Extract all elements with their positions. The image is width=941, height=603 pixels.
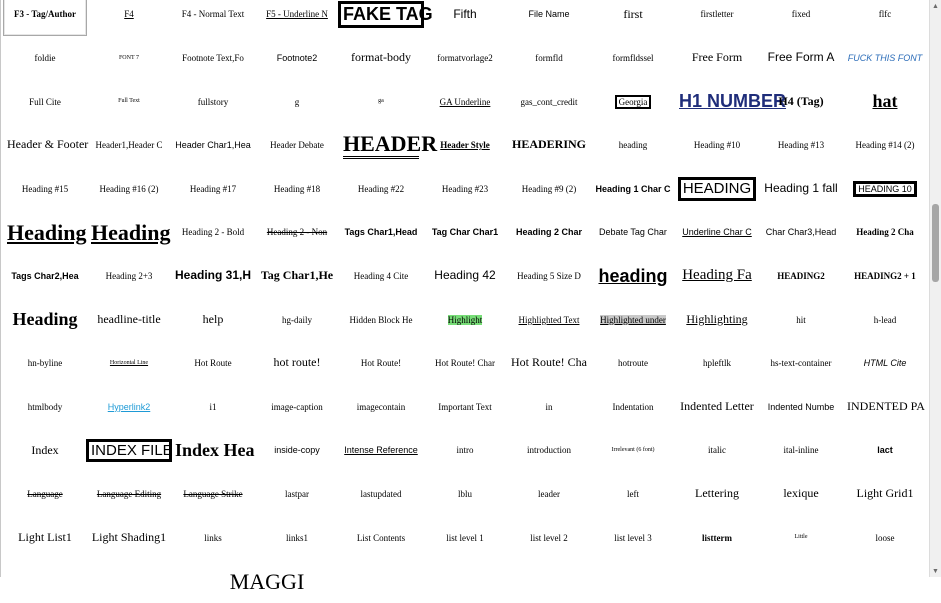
style-item-label: Little <box>794 534 808 541</box>
style-item-label: italic <box>708 445 726 456</box>
style-item[interactable] <box>339 124 438 167</box>
style-item-label: Debate Tag Char <box>599 227 667 238</box>
style-item-label: intro <box>456 445 474 456</box>
style-item[interactable] <box>171 80 255 123</box>
style-item-label: Heading #10 <box>693 140 741 151</box>
style-item[interactable] <box>843 385 927 428</box>
style-item[interactable] <box>171 211 255 254</box>
style-item-label: listterm <box>702 532 732 543</box>
style-item[interactable] <box>255 167 339 210</box>
style-item-label: Irrelevant (6 font) <box>611 447 655 454</box>
style-item-label: i1 <box>209 401 217 412</box>
style-item[interactable] <box>87 255 171 298</box>
style-item-label: HTML Cite <box>863 358 907 369</box>
style-item[interactable] <box>507 37 591 80</box>
style-item[interactable] <box>171 255 255 298</box>
style-item[interactable] <box>423 255 507 298</box>
style-item-label: Heading <box>7 219 87 245</box>
style-item-label: loose <box>875 532 895 543</box>
style-item-label: Tag Char Char1 <box>431 227 499 238</box>
style-item-label: Fifth <box>453 6 477 21</box>
style-item-label: Heading 2 Char <box>515 227 582 238</box>
scroll-down-icon[interactable]: ▼ <box>932 567 939 575</box>
style-item[interactable] <box>591 342 675 385</box>
style-item[interactable] <box>339 255 423 298</box>
style-item-label: Heading #18 <box>273 183 321 194</box>
style-item[interactable] <box>843 0 927 36</box>
style-item-label: HEADERING <box>511 137 586 152</box>
style-item-label: headline-title <box>97 311 161 326</box>
style-item-label: list level 3 <box>614 532 652 543</box>
style-item[interactable] <box>507 124 591 167</box>
style-item-label: FAKE TAG <box>338 1 424 28</box>
style-item-label: formfld <box>535 52 563 63</box>
style-item-label: hit <box>796 314 806 325</box>
style-item[interactable] <box>339 429 423 472</box>
style-item-label: Index <box>31 442 59 457</box>
style-item[interactable] <box>171 298 255 341</box>
style-item-label: F3 - Tag/Author <box>13 9 76 20</box>
style-item[interactable] <box>591 124 675 167</box>
style-item[interactable] <box>591 516 675 559</box>
style-item[interactable] <box>423 167 507 210</box>
style-item-label: lact <box>877 445 893 456</box>
style-item-label: INDEX FILE <box>86 439 172 462</box>
style-item[interactable] <box>3 211 87 254</box>
style-item[interactable] <box>87 124 171 167</box>
style-item[interactable] <box>423 516 507 559</box>
style-item[interactable] <box>339 298 423 341</box>
scroll-up-icon[interactable]: ▲ <box>932 2 939 10</box>
style-item-label: Georgia <box>615 95 652 109</box>
style-item[interactable] <box>423 342 507 385</box>
style-item[interactable] <box>87 167 171 210</box>
style-item[interactable] <box>339 473 423 516</box>
style-item-label: Tag Char1,He <box>260 268 334 283</box>
style-item[interactable] <box>675 473 759 516</box>
style-item-label: List Contents <box>356 532 406 543</box>
style-item-label: HEADING2 + 1 <box>854 270 916 281</box>
scroll-thumb[interactable] <box>932 204 939 282</box>
style-item-label: ga <box>378 98 384 105</box>
style-item-label: Indented Numbe <box>767 401 835 412</box>
style-item[interactable] <box>591 385 675 428</box>
style-item[interactable] <box>87 0 171 36</box>
style-item[interactable] <box>171 473 255 516</box>
style-item[interactable] <box>507 80 591 123</box>
style-item-label: left <box>627 488 639 499</box>
style-item[interactable] <box>87 37 171 80</box>
style-item[interactable] <box>591 255 675 298</box>
style-item-label: MAGGI <box>229 568 305 594</box>
style-item[interactable] <box>87 516 171 559</box>
style-item[interactable] <box>591 37 675 80</box>
style-item[interactable] <box>591 0 675 36</box>
style-item-label: hpleftlk <box>703 358 731 369</box>
style-item[interactable] <box>843 429 927 472</box>
style-item[interactable] <box>759 37 843 80</box>
style-item-label: Heading 42 <box>434 268 496 283</box>
style-item[interactable] <box>171 167 255 210</box>
style-item[interactable] <box>3 385 87 428</box>
style-item-label: lexique <box>783 486 819 501</box>
style-item[interactable] <box>255 124 339 167</box>
style-item[interactable] <box>759 298 843 341</box>
style-item[interactable] <box>507 167 591 210</box>
style-item-label: Full Cite <box>29 96 61 107</box>
style-item-label: Hot Route! Char <box>435 358 495 369</box>
style-item-label: introduction <box>527 445 571 456</box>
style-item-label: Heading 31,H <box>175 268 252 283</box>
style-item[interactable] <box>423 124 507 167</box>
style-item-label: Lettering <box>695 486 739 501</box>
style-item-label: inside-copy <box>274 445 320 456</box>
style-item-label: Hot Route <box>194 358 232 369</box>
style-item-label: hg-daily <box>282 314 312 325</box>
style-item[interactable] <box>843 80 927 123</box>
style-item-label: INDENTED PA <box>847 398 925 413</box>
style-item-label: F4 <box>124 9 134 20</box>
style-item-label: help <box>202 311 224 326</box>
style-item[interactable] <box>3 0 87 36</box>
style-item[interactable] <box>759 516 843 559</box>
style-item[interactable] <box>171 516 255 559</box>
style-item-label: FONT 7 <box>118 54 140 61</box>
style-item-label: leader <box>538 488 560 499</box>
style-item-label: Language Strike <box>183 488 243 499</box>
style-item-label: image-caption <box>271 401 323 412</box>
style-item-label: Indentation <box>612 401 654 412</box>
style-item[interactable] <box>507 429 591 472</box>
style-item[interactable] <box>843 124 927 167</box>
style-item-label: Heading 1 Char C <box>595 183 671 194</box>
style-item-label: Heading <box>91 219 171 245</box>
style-item[interactable] <box>3 37 87 80</box>
style-item[interactable] <box>255 385 339 428</box>
style-item[interactable] <box>759 124 843 167</box>
style-item-label: Tags Char2,Hea <box>11 270 79 281</box>
style-item[interactable] <box>339 37 423 80</box>
style-item-label: hs-text-container <box>770 358 832 369</box>
style-item[interactable] <box>843 167 927 210</box>
style-item[interactable] <box>591 429 675 472</box>
style-item-label: F5 - Underline N <box>266 9 328 20</box>
style-item[interactable] <box>3 80 87 123</box>
style-item-label: Highlighted under <box>600 314 666 325</box>
style-item[interactable] <box>339 211 423 254</box>
style-item-label: Intense Reference <box>344 445 418 456</box>
style-item-label: flfc <box>878 9 892 20</box>
style-item-label: Header1,Header C <box>95 140 163 151</box>
style-item[interactable] <box>87 473 171 516</box>
style-item[interactable] <box>675 0 759 36</box>
style-item[interactable] <box>759 0 843 36</box>
style-item[interactable] <box>3 429 87 472</box>
style-item[interactable] <box>507 255 591 298</box>
style-item-label: Highlighted Text <box>518 314 580 325</box>
style-item-label: ital-inline <box>783 445 819 456</box>
style-item-label: Heading 2 - Bold <box>181 227 245 238</box>
style-item-label: Footnote2 <box>276 52 318 63</box>
style-item[interactable] <box>423 473 507 516</box>
style-item-label: Heading 4 Cite <box>353 270 409 281</box>
style-item[interactable] <box>675 124 759 167</box>
style-item[interactable] <box>423 298 507 341</box>
style-item-label: g <box>294 96 300 107</box>
style-item-label: Language <box>27 488 63 499</box>
style-item-label: in <box>545 401 553 412</box>
style-item-label: hotroute <box>618 358 648 369</box>
style-item-label: Char Char3,Head <box>765 227 837 238</box>
style-item-label: list level 1 <box>446 532 484 543</box>
style-item[interactable] <box>87 211 171 254</box>
style-item[interactable] <box>591 298 675 341</box>
style-item[interactable] <box>507 516 591 559</box>
style-item-label: GA Underline <box>439 96 491 107</box>
style-item[interactable] <box>255 255 339 298</box>
style-item-label: htmlbody <box>27 401 63 412</box>
style-item[interactable] <box>843 473 927 516</box>
style-item[interactable] <box>591 80 675 123</box>
style-item-label: Hidden Block He <box>349 314 413 325</box>
style-item-label: Heading <box>12 309 78 330</box>
style-item-label: Heading 1 fall <box>764 180 838 195</box>
style-item-label: Heading 2+3 <box>105 270 153 281</box>
style-item[interactable] <box>759 211 843 254</box>
style-item-label: Highlighting <box>686 311 748 326</box>
style-item[interactable] <box>675 37 759 80</box>
style-item-label: Hyperlink2 <box>107 401 151 412</box>
style-item[interactable] <box>339 0 433 36</box>
style-item-label: list level 2 <box>530 532 568 543</box>
style-item[interactable] <box>255 298 339 341</box>
style-item-label: Heading 5 Size D <box>517 270 581 281</box>
style-item[interactable] <box>591 167 675 210</box>
style-item[interactable] <box>255 211 339 254</box>
style-item-label: Header Debate <box>270 140 324 151</box>
style-item-label: hat <box>872 91 898 112</box>
style-item-label: lastupdated <box>360 488 402 499</box>
style-item-label: F4 - Normal Text <box>181 9 245 20</box>
style-item-label: Free Form A <box>767 50 835 65</box>
style-item[interactable] <box>759 429 843 472</box>
style-item[interactable] <box>675 167 759 210</box>
style-item-label: H1 NUMBER <box>679 91 787 112</box>
style-item[interactable] <box>507 342 591 385</box>
style-item[interactable] <box>3 298 87 341</box>
style-item-label: HEADING2 <box>777 270 825 281</box>
style-item-label: Heading #15 <box>21 183 69 194</box>
style-item[interactable] <box>171 0 255 36</box>
style-item-label: Header Style <box>440 140 490 151</box>
style-item-label: Light Shading1 <box>91 529 167 544</box>
style-item-label: first <box>623 6 643 21</box>
style-item[interactable] <box>759 80 843 123</box>
style-item[interactable] <box>339 385 423 428</box>
style-item[interactable] <box>759 473 843 516</box>
style-item[interactable] <box>255 342 339 385</box>
style-item[interactable] <box>3 167 87 210</box>
style-item[interactable] <box>255 473 339 516</box>
style-item-label: Tags Char1,Head <box>344 227 418 238</box>
style-item[interactable] <box>3 255 87 298</box>
style-item[interactable] <box>675 255 759 298</box>
style-item-label: lblu <box>457 488 472 499</box>
style-item[interactable] <box>171 429 255 472</box>
style-item[interactable] <box>759 167 843 210</box>
style-item-label: links <box>204 532 222 543</box>
style-item[interactable] <box>3 473 87 516</box>
style-item-label: Header Char1,Hea <box>175 140 251 151</box>
style-item[interactable] <box>255 0 339 36</box>
style-item-label: imagecontain <box>356 401 406 412</box>
style-item-label: Horizontal Line <box>109 359 149 366</box>
style-item-label: Indented Letter <box>680 398 754 413</box>
style-item[interactable] <box>675 298 759 341</box>
style-item-label: Heading #17 <box>189 183 237 194</box>
style-item-label: fullstory <box>197 96 229 107</box>
style-item-label: format-body <box>351 50 411 65</box>
style-item[interactable] <box>675 516 759 559</box>
style-item[interactable] <box>507 211 591 254</box>
style-item-label: Light List1 <box>18 529 72 544</box>
style-item[interactable] <box>507 0 591 36</box>
style-item-partial[interactable] <box>225 560 309 603</box>
style-item[interactable] <box>87 342 171 385</box>
style-item-label: Heading #13 <box>777 140 825 151</box>
style-item[interactable] <box>507 298 591 341</box>
style-item-label: Index Hea <box>175 440 255 461</box>
style-item[interactable] <box>87 385 171 428</box>
style-item-label: Highlight <box>447 314 483 325</box>
style-item-label: foldie <box>34 52 56 63</box>
style-item-label: hot route! <box>273 355 321 370</box>
style-item[interactable] <box>843 516 927 559</box>
style-item-label: Footnote Text,Fo <box>182 52 244 63</box>
style-item[interactable] <box>423 80 507 123</box>
style-item[interactable] <box>171 37 255 80</box>
style-item-label: links1 <box>285 532 308 543</box>
style-item-label: heading <box>598 265 668 286</box>
style-item-label: HEADER <box>343 131 419 159</box>
style-item[interactable] <box>759 385 843 428</box>
style-item-label: fixed <box>791 9 811 20</box>
style-item[interactable] <box>339 516 423 559</box>
style-item-label: Heading #14 (2) <box>855 140 915 151</box>
style-item[interactable] <box>3 516 87 559</box>
style-item[interactable] <box>591 473 675 516</box>
style-item-label: Full Text <box>118 98 140 105</box>
style-item-label: Heading #22 <box>357 183 405 194</box>
style-item-label: FUCK THIS FONT <box>847 52 923 63</box>
style-item-label: Important Text <box>438 401 492 412</box>
style-item[interactable] <box>675 385 759 428</box>
style-item-label: HEADING 10 <box>853 181 917 197</box>
style-item-label: firstletter <box>700 9 734 20</box>
style-item[interactable] <box>339 167 423 210</box>
style-item[interactable] <box>507 473 591 516</box>
style-item[interactable] <box>843 255 927 298</box>
style-item[interactable] <box>675 80 787 123</box>
vertical-scrollbar[interactable] <box>929 0 941 577</box>
style-item[interactable] <box>255 37 339 80</box>
style-item-label: heading <box>618 140 648 151</box>
style-item-label: H4 (Tag) <box>778 93 824 108</box>
style-item[interactable] <box>255 429 339 472</box>
style-item-label: Heading #16 (2) <box>99 183 159 194</box>
style-item[interactable] <box>255 516 339 559</box>
style-item[interactable] <box>675 342 759 385</box>
style-item[interactable] <box>3 124 87 167</box>
style-item-label: HEADING <box>678 177 756 200</box>
style-item[interactable] <box>423 429 507 472</box>
style-item-label: Language Editing <box>96 488 162 499</box>
style-item-label: lastpar <box>285 488 309 499</box>
style-item[interactable] <box>591 211 675 254</box>
style-item[interactable] <box>423 385 507 428</box>
style-item-label: formatvorlage2 <box>437 52 493 63</box>
style-item-label: Light Grid1 <box>856 486 914 501</box>
style-item[interactable] <box>423 211 507 254</box>
style-item[interactable] <box>3 342 87 385</box>
style-item-label: gas_cont_credit <box>520 96 578 107</box>
style-item[interactable] <box>843 342 927 385</box>
style-item-label: Hot Route! <box>360 358 402 369</box>
style-item[interactable] <box>675 429 759 472</box>
style-item[interactable] <box>339 80 423 123</box>
style-item-label: Heading #23 <box>441 183 489 194</box>
style-item[interactable] <box>507 385 591 428</box>
style-item[interactable] <box>759 342 843 385</box>
style-item[interactable] <box>843 211 927 254</box>
style-item-label: h-lead <box>873 314 897 325</box>
style-item[interactable] <box>843 37 927 80</box>
style-item-label: Free Form <box>691 50 743 65</box>
style-item[interactable] <box>171 124 255 167</box>
style-item-label: formfldssel <box>612 52 654 63</box>
style-item-label: File Name <box>528 9 570 20</box>
style-item-label: Underline Char C <box>682 227 752 238</box>
style-item-label: Hot Route! Cha <box>511 355 587 370</box>
style-item[interactable] <box>759 255 843 298</box>
style-item-label: Heading 2 - Non <box>266 227 328 238</box>
style-item[interactable] <box>87 298 171 341</box>
style-item[interactable] <box>423 37 507 80</box>
style-item[interactable] <box>171 342 255 385</box>
style-item[interactable] <box>675 211 759 254</box>
style-item-label: Header & Footer <box>7 137 89 152</box>
style-item-label: Heading #9 (2) <box>521 183 577 194</box>
style-item-label: Heading 2 Cha <box>856 227 914 238</box>
style-item[interactable] <box>423 0 507 36</box>
style-item[interactable] <box>843 298 927 341</box>
style-item-label: Heading Fa <box>682 267 752 284</box>
style-item[interactable] <box>339 342 423 385</box>
style-item-label: hn-byline <box>27 358 63 369</box>
style-item[interactable] <box>87 80 171 123</box>
style-item[interactable] <box>255 80 339 123</box>
style-item[interactable] <box>171 385 255 428</box>
style-item[interactable] <box>87 429 171 472</box>
